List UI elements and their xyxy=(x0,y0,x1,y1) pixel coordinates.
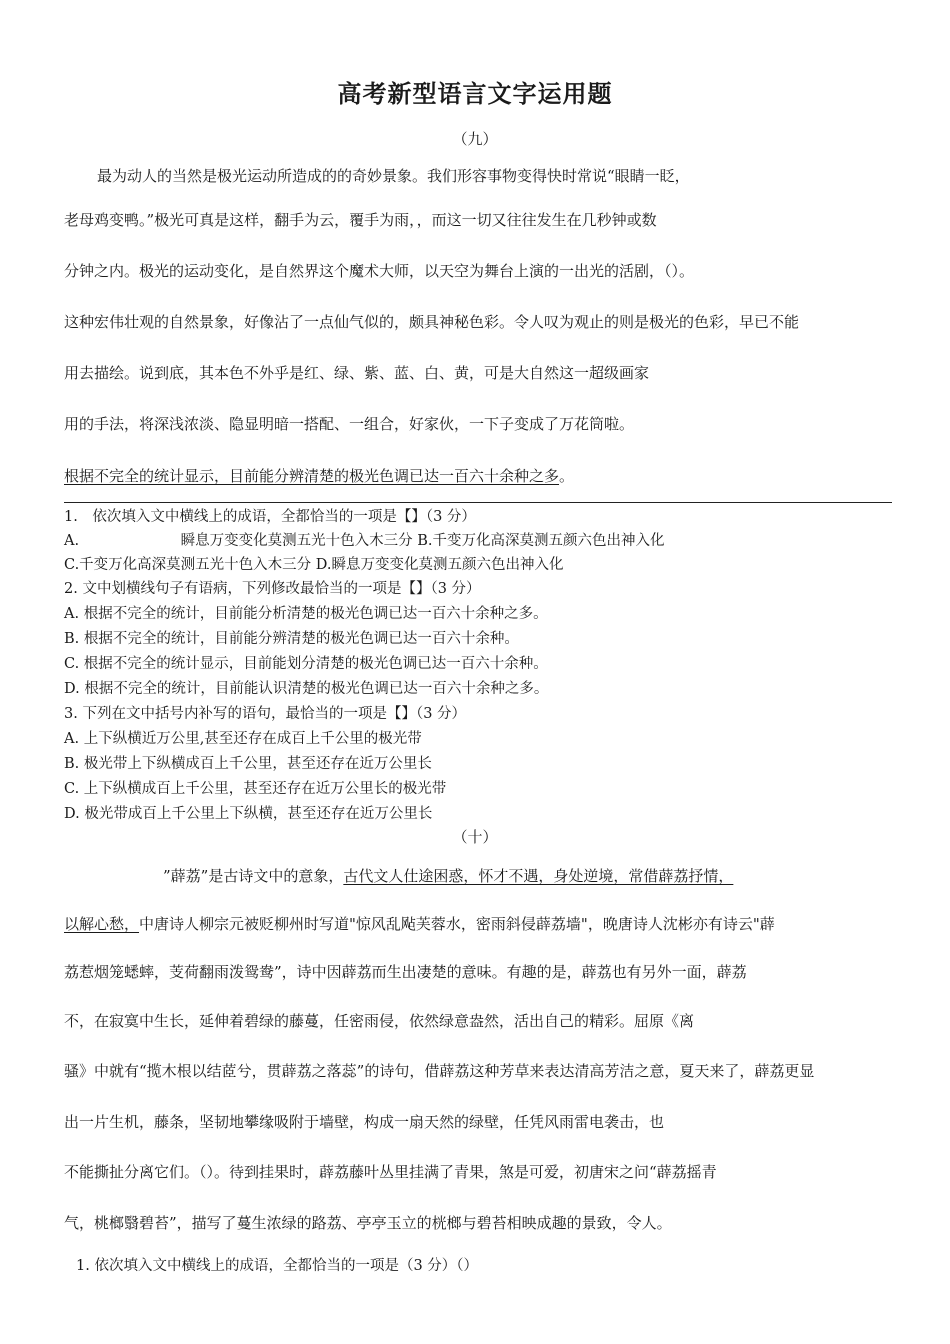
passage-line: 不，在寂寞中生长，延伸着碧绿的藤蔓，任密雨侵，依然绿意盎然，活出自己的精彩。屈原《离 xyxy=(64,1012,695,1030)
question-1-options-cd: C.千变万化高深莫测五光十色入木三分 D.瞬息万变变化莫测五颜六色出神入化 xyxy=(64,557,564,573)
document-title: 高考新型语言文字运用题 xyxy=(337,80,613,108)
passage-text: 中唐诗人柳宗元被贬柳州时写道"惊风乱飐芙蓉水，密雨斜侵薜荔墙"，晚唐诗人沈彬亦有诗云"薜 xyxy=(139,915,775,933)
question-2-option-a: A. 根据不完全的统计，目前能分析清楚的极光色调已达一百六十余种之多。 xyxy=(64,606,548,622)
underlined-phrase: 古代文人仕途困惑，怀才不遇，身处逆境，常借薜荔抒情， xyxy=(343,867,734,885)
section-divider xyxy=(64,502,892,503)
passage-line: 用的手法，将深浅浓淡、隐显明暗一搭配、一组合，好家伙，一下子变成了万花筒啦。 xyxy=(64,415,635,433)
question-3-option-c: C. 上下纵横成百上千公里，甚至还存在近万公里长的极光带 xyxy=(64,781,447,797)
question-2: 2. 文中划横线句子有语病，下列修改最恰当的一项是【】（3 分） xyxy=(64,581,481,597)
question-3-option-d: D. 极光带成百上千公里上下纵横，甚至还存在近万公里长 xyxy=(64,806,433,822)
passage-line: 气，桃榔翳碧苔”，描写了蔓生浓绿的路荔、亭亭玉立的桄榔与碧苔相映成趣的景致，令人。 xyxy=(64,1214,672,1232)
passage-line: 这种宏伟壮观的自然景象，好像沾了一点仙气似的，颇具神秘色彩。令人叹为观止的则是极光的色彩，早已不能 xyxy=(64,313,800,331)
underlined-phrase: 以解心愁， xyxy=(64,915,140,933)
question-3-option-a: A. 上下纵横近万公里,甚至还存在成百上千公里的极光带 xyxy=(64,731,422,747)
passage-line: 荔惹烟笼蟋蟀，芰荷翻雨泼鸳鸯”，诗中因薜荔而生出凄楚的意味。有趣的是，薜荔也有另外一面，薜荔 xyxy=(64,963,747,981)
section-10-question-1: 1. 依次填入文中横线上的成语，全都恰当的一项是（3 分）（） xyxy=(76,1258,479,1274)
passage-line xyxy=(163,866,733,886)
underlined-sentence-line xyxy=(64,466,574,486)
passage-line: 最为动人的当然是极光运动所造成的的奇妙景象。我们形容事物变得快时常说“眼睛一眨， xyxy=(97,167,690,185)
passage-line: 用去描绘。说到底，其本色不外乎是红、绿、紫、蓝、白、黄，可是大自然这一超级画家 xyxy=(64,364,650,382)
passage-line: 出一片生机，藤条，坚韧地攀缘吸附于墙壁，构成一扇天然的绿壁，任凭风雨雷电袭击，也 xyxy=(64,1113,665,1131)
passage-line xyxy=(64,914,775,934)
question-3-option-b: B. 极光带上下纵横成百上千公里，甚至还存在近万公里长 xyxy=(64,756,432,772)
question-3: 3. 下列在文中括号内补写的语句，最恰当的一项是【】（3 分） xyxy=(64,706,467,722)
question-1-options-ab: A. 瞬息万变变化莫测五光十色入木三分 B.千变万化高深莫测五颜六色出神入化 xyxy=(64,533,665,549)
section-10-label: （十） xyxy=(452,828,498,846)
question-1: 1. 依次填入文中横线上的成语，全都恰当的一项是【】（3 分） xyxy=(64,509,476,525)
passage-text: ”薜荔”是古诗文中的意象， xyxy=(163,867,344,885)
section-9-label: （九） xyxy=(452,130,498,148)
passage-line: 老母鸡变鸭。”极光可真是这样，翻手为云，覆手为雨，，而这一切又往往发生在几秒钟或数 xyxy=(64,211,657,229)
question-2-option-c: C. 根据不完全的统计显示，目前能划分清楚的极光色调已达一百六十余种。 xyxy=(64,656,548,672)
passage-line: 分钟之内。极光的运动变化，是自然界这个魔术大师，以天空为舞台上演的一出光的活剧，（）。 xyxy=(64,262,695,280)
question-2-option-d: D. 根据不完全的统计，目前能认识清楚的极光色调已达一百六十余种之多。 xyxy=(64,681,549,697)
passage-line: 骚》中就有“揽木根以结茝兮，贯薜荔之落蕊”的诗句，借薜荔这种芳草来表达清高芳洁之意，夏天来了，薜荔更显 xyxy=(64,1062,815,1080)
question-2-option-b: B. 根据不完全的统计，目前能分辨清楚的极光色调已达一百六十余种。 xyxy=(64,631,519,647)
underlined-sentence: 根据不完全的统计显示，目前能分辨清楚的极光色调已达一百六十余种之多 xyxy=(64,467,560,485)
passage-line: 不能撕扯分离它们。（）。待到挂果时，薜荔藤叶丛里挂满了青果，煞是可爱，初唐宋之问“薜荔摇青 xyxy=(64,1163,717,1181)
sentence-end: 。 xyxy=(559,467,575,485)
